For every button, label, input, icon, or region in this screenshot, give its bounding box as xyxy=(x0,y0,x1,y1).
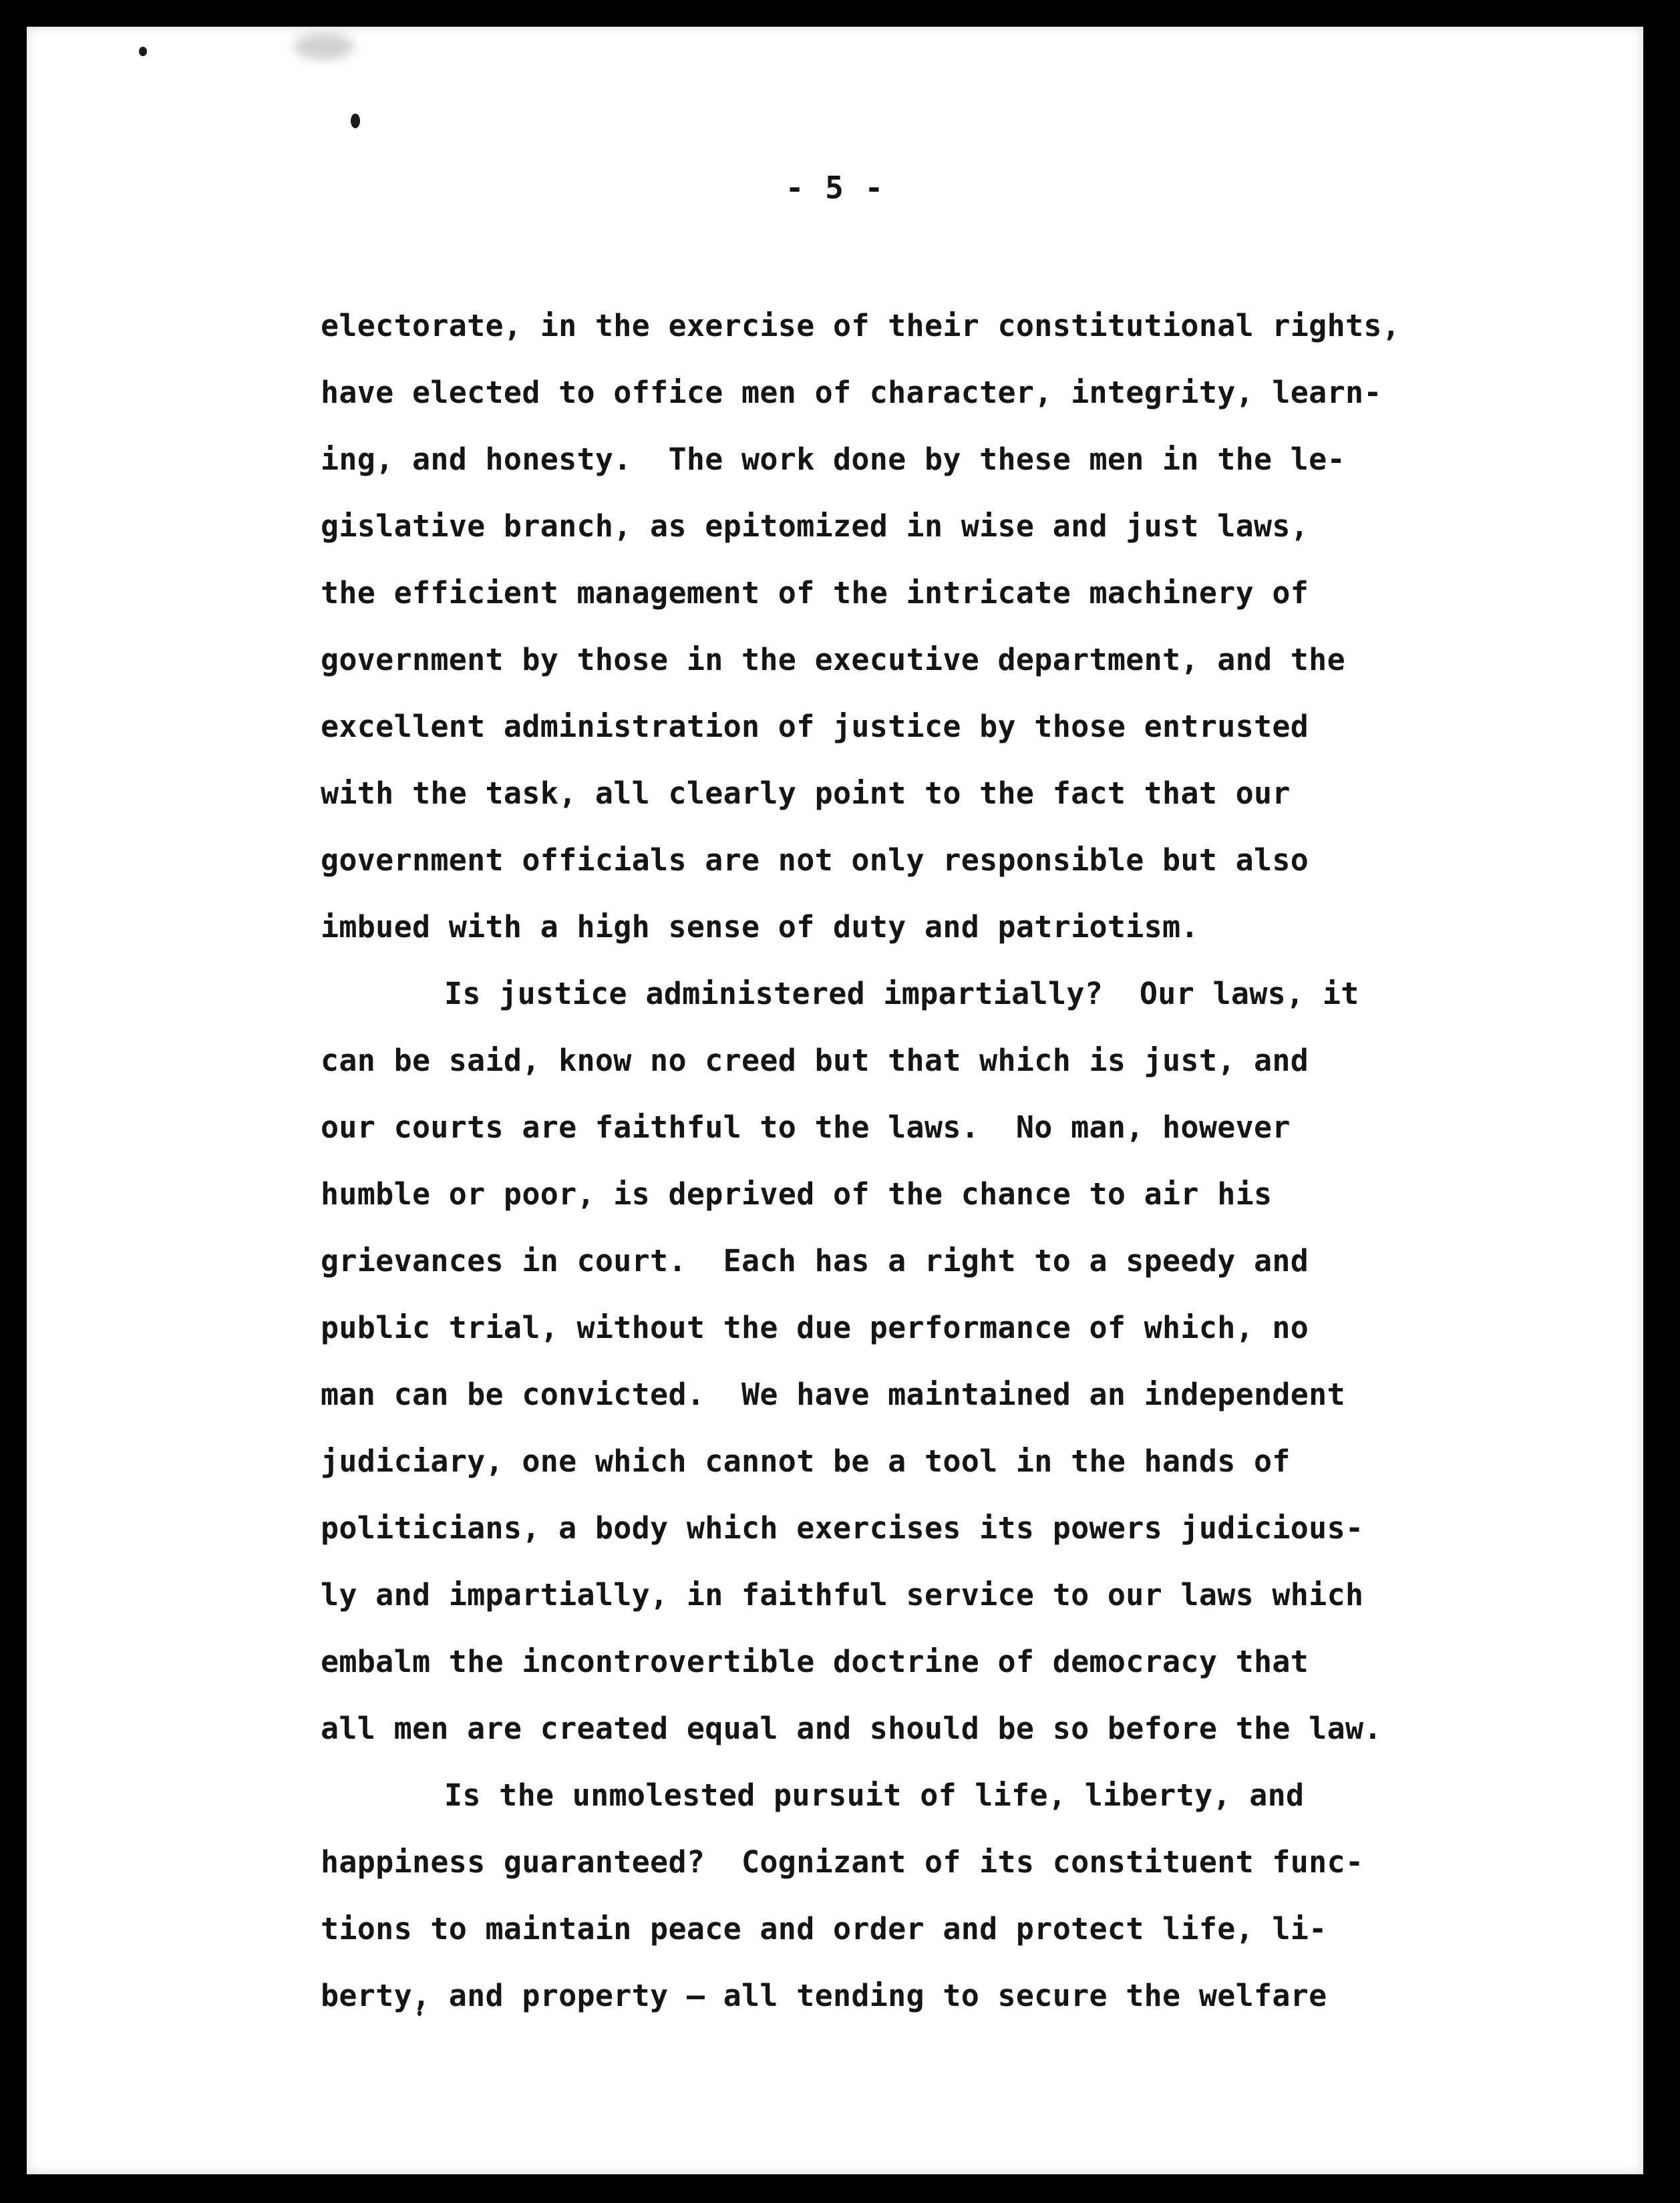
text-line: have elected to office men of character, integrity, learn- xyxy=(321,375,1382,410)
text-line: electorate, in the exercise of their constitutional rights, xyxy=(321,308,1401,343)
text-line: man can be convicted. We have maintained an independent xyxy=(321,1377,1345,1412)
text-line: all men are created equal and should be so before the law. xyxy=(321,1711,1382,1746)
text-line: Is the unmolested pursuit of life, liberty, and xyxy=(444,1777,1305,1813)
text-line: government officials are not only responsible but also xyxy=(321,842,1309,878)
text-line: grievances in court. Each has a right to a speedy and xyxy=(321,1243,1309,1279)
page-number: - 5 - xyxy=(785,170,885,206)
text-line: ing, and honesty. The work done by these men in the le- xyxy=(321,442,1345,477)
text-line: politicians, a body which exercises its powers judicious- xyxy=(321,1510,1364,1546)
text-line: government by those in the executive department, and the xyxy=(321,642,1345,677)
text-line: can be said, know no creed but that which is just, and xyxy=(321,1043,1309,1078)
text-line: with the task, all clearly point to the fact that our xyxy=(321,776,1291,811)
text-line: berty, and property — all tending to secure the welfare xyxy=(321,1978,1327,2013)
text-line: judiciary, one which cannot be a tool in the hands of xyxy=(321,1444,1291,1479)
text-line: embalm the incontrovertible doctrine of democracy that xyxy=(321,1644,1309,1679)
text-line: tions to maintain peace and order and protect life, li- xyxy=(321,1911,1327,1946)
text-line: the efficient management of the intricate machinery of xyxy=(321,575,1309,611)
text-line: our courts are faithful to the laws. No man, however xyxy=(321,1110,1291,1145)
text-line: humble or poor, is deprived of the chance to air his xyxy=(321,1176,1273,1212)
ink-speck xyxy=(351,114,360,128)
text-line: ly and impartially, in faithful service to our laws which xyxy=(321,1577,1364,1613)
body-text xyxy=(321,293,1556,2029)
document-page xyxy=(27,27,1643,2174)
text-line: public trial, without the due performance of which, no xyxy=(321,1310,1309,1345)
ink-speck xyxy=(139,47,147,56)
text-line: Is justice administered impartially? Our laws, it xyxy=(444,976,1359,1011)
text-line: imbued with a high sense of duty and patriotism. xyxy=(321,909,1199,945)
text-line: happiness guaranteed? Cognizant of its constituent func- xyxy=(321,1844,1364,1880)
ink-smudge xyxy=(294,33,354,60)
text-line: excellent administration of justice by those entrusted xyxy=(321,709,1309,744)
text-line: gislative branch, as epitomized in wise and just laws, xyxy=(321,508,1309,544)
